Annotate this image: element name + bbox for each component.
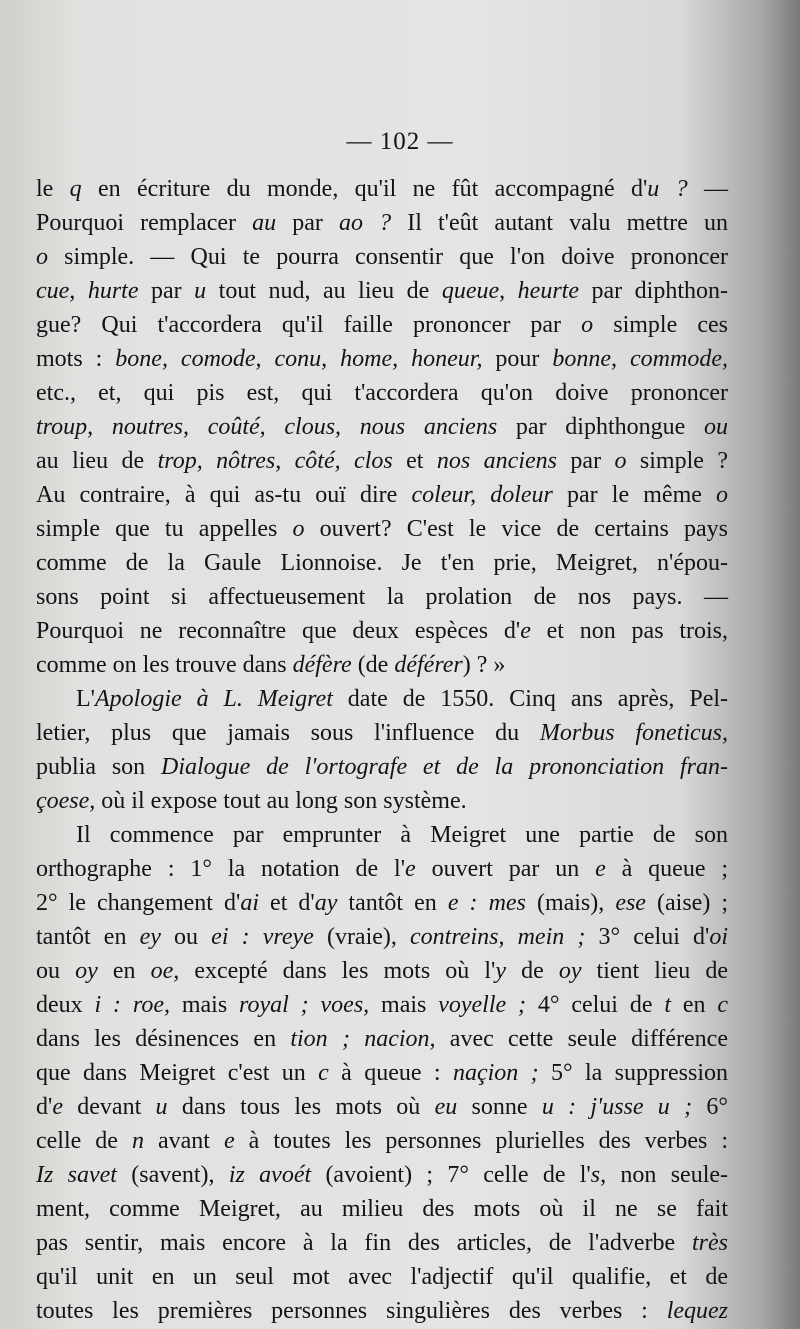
italic-segment: ou (704, 414, 728, 440)
text-line (36, 852, 728, 886)
text-line (36, 512, 728, 546)
text-segment: à toutes les personnes plurielles des verbes : (234, 1128, 728, 1154)
text-segment: pour (482, 346, 553, 372)
text-line (36, 784, 728, 818)
italic-segment: oy (75, 958, 98, 984)
italic-segment: tion ; nacion, (290, 1026, 436, 1052)
text-line (36, 886, 728, 920)
text-segment: celle de (36, 1128, 132, 1154)
italic-segment: bone, comode, conu, home, honeur, (115, 346, 483, 372)
text-line (36, 444, 728, 478)
text-segment: en écriture du monde, qu'il ne fût accompagné d' (81, 176, 648, 202)
text-segment: excepté dans les mots où l' (179, 958, 496, 984)
italic-segment: Iz savet (36, 1162, 117, 1188)
italic-segment: i : roe, (94, 992, 170, 1018)
text-segment: tient lieu de (581, 958, 729, 984)
body-text (36, 172, 728, 1328)
italic-segment: troup, noutres, coûté, clous, nous anciens (36, 414, 498, 440)
text-segment: avant (143, 1128, 224, 1154)
text-segment: avec cette seule différence (435, 1026, 728, 1052)
text-segment: que dans Meigret c'est un (36, 1060, 319, 1086)
text-segment: ou (36, 958, 76, 984)
text-segment: mais (369, 992, 439, 1018)
text-line (36, 342, 728, 376)
text-segment: 6° (692, 1094, 728, 1120)
text-segment: en (671, 992, 718, 1018)
italic-segment: queue, heurte (441, 278, 579, 304)
text-segment: (aise) ; (645, 890, 729, 916)
italic-segment: n (131, 1128, 144, 1154)
text-segment: simple ces (593, 312, 729, 338)
text-line (36, 818, 728, 852)
text-segment: — (687, 176, 729, 202)
text-segment: le (36, 176, 70, 202)
italic-segment: bonne, commode, (552, 346, 729, 372)
italic-segment: coleur, doleur (411, 482, 553, 508)
italic-segment: trop, nôtres, côté, clos (157, 448, 393, 474)
text-segment: en (97, 958, 151, 984)
text-line (36, 1022, 728, 1056)
text-segment: comme de la Gaule Lionnoise. Je t'en prie, Meigret, n'épou- (36, 550, 728, 576)
text-segment: (vraie), (313, 924, 411, 950)
text-segment: 2° le changement d' (36, 890, 241, 916)
italic-segment: o (36, 244, 48, 270)
text-segment: Pourquoi remplacer (36, 210, 253, 236)
italic-segment: Morbus foneticus, (539, 720, 728, 746)
text-line (36, 1090, 728, 1124)
text-line (36, 954, 728, 988)
text-segment: par (138, 278, 195, 304)
text-segment: ) ? » (462, 652, 506, 678)
italic-segment: e (520, 618, 531, 644)
italic-segment: oi (709, 924, 729, 950)
italic-segment: ese (615, 890, 646, 916)
italic-segment: o (614, 448, 627, 474)
text-segment: 3° celui d' (585, 924, 710, 950)
text-segment: ment, comme Meigret, au milieu des mots où il ne se fait (36, 1196, 728, 1222)
text-segment: simple que tu appelles (36, 516, 293, 542)
text-segment: ouvert par un (415, 856, 596, 882)
italic-segment: c (717, 992, 729, 1018)
text-segment: ouvert? C'est le vice de certains pays (304, 516, 728, 542)
text-segment: par diphthongue (497, 414, 704, 440)
italic-segment: c (318, 1060, 329, 1086)
italic-segment: eu (434, 1094, 458, 1120)
italic-segment: ay (314, 890, 338, 916)
text-segment: par (276, 210, 340, 236)
italic-segment: o (581, 312, 594, 338)
text-segment: (de (351, 652, 395, 678)
text-line (36, 478, 728, 512)
text-segment: (mais), (525, 890, 616, 916)
text-segment: gue? Qui t'accordera qu'il faille prononcer par (36, 312, 582, 338)
text-segment: à queue ; (605, 856, 729, 882)
text-line (36, 716, 728, 750)
text-segment: mais (170, 992, 240, 1018)
italic-segment: e : mes (447, 890, 526, 916)
italic-segment: Dialogue de l'ortografe et de la prononciation fran- (161, 754, 729, 780)
italic-segment: naçion ; (452, 1060, 539, 1086)
italic-segment: t (664, 992, 672, 1018)
text-line (36, 172, 728, 206)
text-segment: tantôt en (337, 890, 448, 916)
text-segment: par (557, 448, 615, 474)
text-segment: au lieu de (36, 448, 158, 474)
text-line (36, 614, 728, 648)
text-segment: et d' (259, 890, 315, 916)
italic-segment: q (69, 176, 82, 202)
text-segment: 5° la suppression (538, 1060, 729, 1086)
italic-segment: défère (292, 652, 352, 678)
italic-segment: nos anciens (436, 448, 557, 474)
italic-segment: contreins, mein ; (410, 924, 586, 950)
text-segment: (avoient) ; 7° celle de l' (311, 1162, 591, 1188)
italic-segment: u (194, 278, 207, 304)
text-line (36, 410, 728, 444)
text-segment: tout nud, au lieu de (206, 278, 442, 304)
italic-segment: royal ; voes, (239, 992, 370, 1018)
text-line (36, 376, 728, 410)
text-segment: Pourquoi ne reconnaître que deux espèces d' (36, 618, 521, 644)
text-segment: et (392, 448, 437, 474)
text-line (36, 682, 728, 716)
text-line (36, 580, 728, 614)
italic-segment: ao ? (339, 210, 392, 236)
text-line (36, 546, 728, 580)
italic-segment: u : j'usse u ; (541, 1094, 693, 1120)
text-segment: toutes les premières personnes singulières des verbes : (36, 1298, 667, 1324)
italic-segment: iz avoét (228, 1162, 312, 1188)
italic-segment: oe, (150, 958, 180, 984)
italic-segment: voyelle ; (438, 992, 527, 1018)
text-segment: deux (36, 992, 95, 1018)
text-segment: par le même (552, 482, 717, 508)
italic-segment: ei : vreye (211, 924, 314, 950)
italic-segment: çoese, (36, 788, 96, 814)
text-segment: où il expose tout au long son système. (95, 788, 467, 814)
text-segment: orthographe : 1° la notation de l' (36, 856, 406, 882)
text-segment: Il commence par emprunter à Meigret une partie de son (76, 822, 728, 848)
italic-segment: o (292, 516, 305, 542)
text-segment: dans les désinences en (36, 1026, 291, 1052)
text-segment: et non pas trois, (530, 618, 728, 644)
italic-segment: e (595, 856, 606, 882)
text-segment: comme on les trouve dans (36, 652, 293, 678)
text-segment: etc., et, qui pis est, qui t'accordera qu'on doive prononcer (36, 380, 728, 406)
text-segment: 4° celui de (526, 992, 665, 1018)
text-segment: (savent), (116, 1162, 229, 1188)
italic-segment: cue, hurte (36, 278, 139, 304)
text-line (36, 1294, 728, 1328)
text-segment: à queue : (328, 1060, 453, 1086)
text-segment: ou (160, 924, 212, 950)
text-segment: qu'il unit en un seul mot avec l'adjectif qu'il qualifie, et de (36, 1264, 728, 1290)
text-line (36, 1260, 728, 1294)
text-line (36, 1124, 728, 1158)
text-segment: dans tous les mots où (167, 1094, 435, 1120)
text-line (36, 988, 728, 1022)
italic-segment: u (155, 1094, 168, 1120)
text-segment: pas sentir, mais encore à la fin des articles, de l'adverbe (36, 1230, 692, 1256)
text-line (36, 240, 728, 274)
italic-segment: o (716, 482, 729, 508)
italic-segment: déférer (394, 652, 463, 678)
text-line (36, 1192, 728, 1226)
text-segment: sonne (457, 1094, 542, 1120)
text-line (36, 308, 728, 342)
italic-segment: au (252, 210, 277, 236)
italic-segment: u ? (647, 176, 688, 202)
text-line (36, 920, 728, 954)
text-segment: de (505, 958, 559, 984)
text-line (36, 1226, 728, 1260)
text-segment: simple ? (626, 448, 729, 474)
text-line (36, 1158, 728, 1192)
page-number: — 102 — (346, 128, 454, 155)
italic-segment: très (692, 1230, 728, 1256)
text-segment: simple. — Qui te pourra consentir que l'on doive prononcer (48, 244, 728, 270)
text-line (36, 1056, 728, 1090)
text-segment: Au contraire, à qui as-tu ouï dire (36, 482, 412, 508)
italic-segment: y (495, 958, 506, 984)
text-line (36, 206, 728, 240)
text-segment: tantôt en (36, 924, 140, 950)
italic-segment: ey (139, 924, 161, 950)
italic-segment: Apologie à L. Meigret (94, 686, 333, 712)
italic-segment: e (405, 856, 416, 882)
italic-segment: lequez (666, 1298, 728, 1324)
text-line (36, 750, 728, 784)
text-segment: publia son (36, 754, 161, 780)
text-segment: Il t'eût autant valu mettre un (391, 210, 728, 236)
italic-segment: e (52, 1094, 63, 1120)
text-line (36, 274, 728, 308)
italic-segment: ai (240, 890, 259, 916)
text-segment: letier, plus que jamais sous l'influence du (36, 720, 540, 746)
text-segment: non seule- (606, 1162, 729, 1188)
italic-segment: e (224, 1128, 235, 1154)
text-segment: mots : (36, 346, 116, 372)
text-segment: d' (36, 1094, 53, 1120)
text-line (36, 648, 728, 682)
text-segment: par diphthon- (579, 278, 728, 304)
text-segment: L' (76, 686, 95, 712)
text-segment: date de 1550. Cinq ans après, Pel- (332, 686, 729, 712)
italic-segment: oy (558, 958, 582, 984)
italic-segment: s, (590, 1162, 607, 1188)
text-segment: devant (62, 1094, 156, 1120)
text-segment: sons point si affectueusement la prolation de nos pays. — (36, 584, 728, 610)
